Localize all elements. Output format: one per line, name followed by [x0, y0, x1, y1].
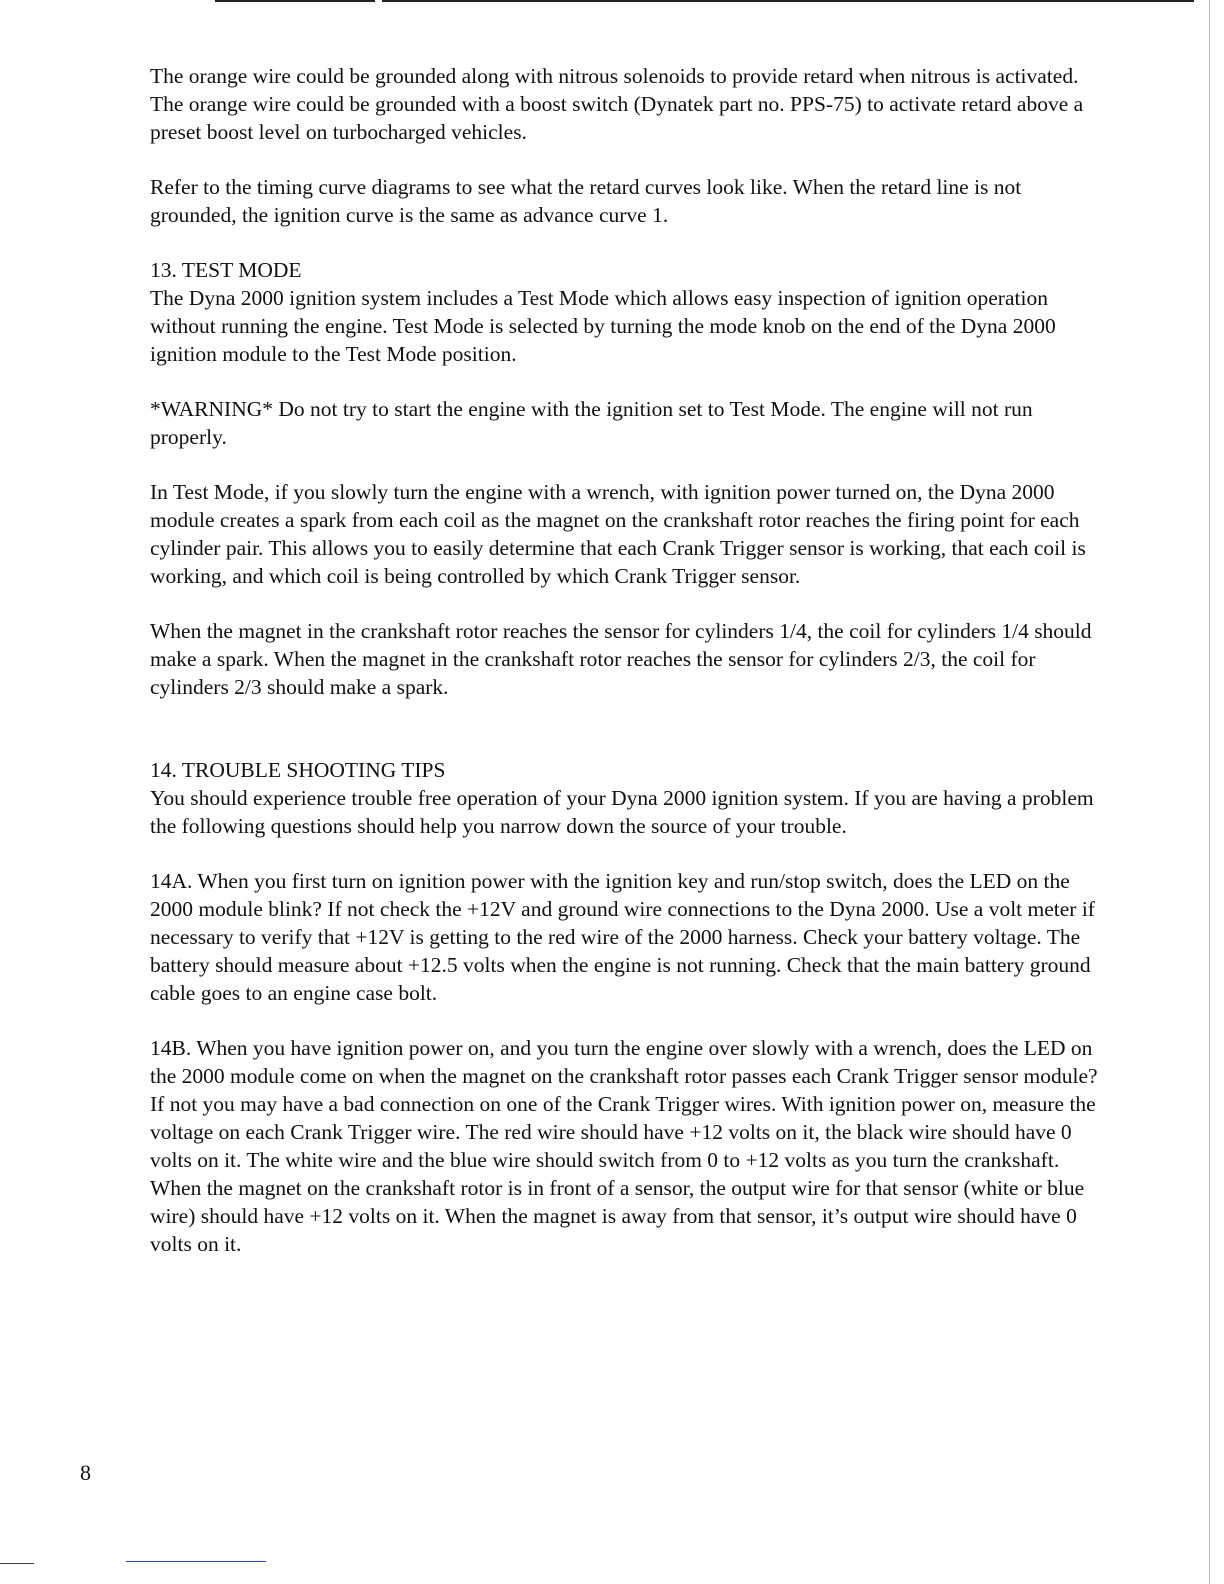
bottom-blue-mark: [126, 1561, 266, 1562]
page-body: [150, 62, 1105, 1258]
paragraph-14b: 14B. When you have ignition power on, and you turn the engine over slowly with a wrench, does the LED on the 2000 module come on when the magnet on the crankshaft rotor passes each Crank Trigger sensor module? If not you may have a bad connection on one of the Crank Trigger wires. With ignition power on, measure the voltage on each Crank Trigger wire. The red wire should have +12 volts on it, the black wire should have 0 volts on it. The white wire and the blue wire should switch from 0 to +12 volts as you turn the crankshaft. When the magnet on the crankshaft rotor is in front of a sensor, the output wire for that sensor (white or blue wire) should have +12 volts on it. When the magnet is away from that sensor, it’s output wire should have 0 volts on it.: [150, 1036, 1098, 1256]
paragraph-trouble-intro: You should experience trouble free operation of your Dyna 2000 ignition system. If you are having a problem the following questions should help you narrow down the source of your trouble.: [150, 786, 1094, 838]
paragraph-14a: 14A. When you first turn on ignition power with the ignition key and run/stop switch, does the LED on the 2000 module blink? If not check the +12V and ground wire connections to the Dyna 2000. Use a volt meter if necessary to verify that +12V is getting to the red wire of the 2000 harness. Check your battery voltage. The battery should measure about +12.5 volts when the engine is not running. Check that the main battery ground cable goes to an engine case bolt.: [150, 869, 1095, 1005]
paragraph-cylinder-spark: When the magnet in the crankshaft rotor reaches the sensor for cylinders 1/4, the coil for cylinders 1/4 should make a spark. When the magnet in the crankshaft rotor reaches the sensor for cylinders 2/3, the coil for cylinders 2/3 should make a spark.: [150, 619, 1092, 699]
paragraph-timing-curve: Refer to the timing curve diagrams to see what the retard curves look like. When the retard line is not grounded, the ignition curve is the same as advance curve 1.: [150, 175, 1022, 227]
heading-test-mode: 13. TEST MODE: [150, 258, 302, 282]
paragraph-test-mode-usage: In Test Mode, if you slowly turn the engine with a wrench, with ignition power turned on, the Dyna 2000 module creates a spark from each coil as the magnet on the crankshaft rotor reaches the firing point for each cylinder pair. This allows you to easily determine that each Crank Trigger sensor is working, that each coil is working, and which coil is being controlled by which Crank Trigger sensor.: [150, 480, 1086, 588]
bottom-corner-mark: [0, 1563, 34, 1564]
page-number: 8: [80, 1460, 91, 1485]
paragraph-warning: *WARNING* Do not try to start the engine with the ignition set to Test Mode. The engine will not run properly.: [150, 397, 1033, 449]
paragraph-orange-wire: The orange wire could be grounded along with nitrous solenoids to provide retard when nitrous is activated. The orange wire could be grounded with a boost switch (Dynatek part no. PPS-75) to activate retard above a preset boost level on turbocharged vehicles.: [150, 64, 1084, 144]
paragraph-test-mode: The Dyna 2000 ignition system includes a Test Mode which allows easy inspection of ignition operation without running the engine. Test Mode is selected by turning the mode knob on the end of the Dyna 2000 ignition module to the Test Mode position.: [150, 286, 1056, 366]
page-edge: [1209, 0, 1210, 1584]
heading-trouble-shooting: 14. TROUBLE SHOOTING TIPS: [150, 758, 446, 782]
top-rule-left: [215, 0, 375, 2]
top-rule-right: [382, 0, 1194, 2]
